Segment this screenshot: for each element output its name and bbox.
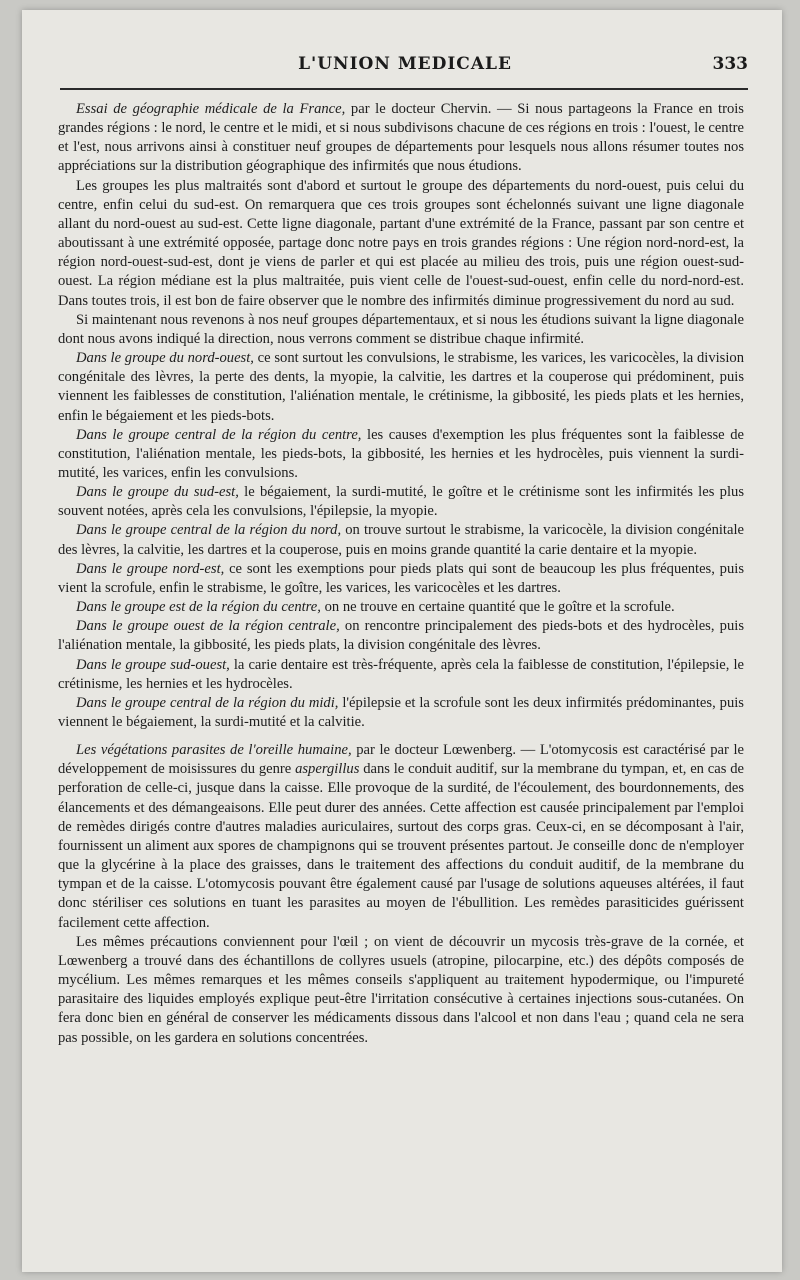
paragraph bbox=[58, 694, 744, 732]
group-heading: Dans le groupe central de la région du nord, bbox=[76, 522, 342, 539]
group-heading: Dans le groupe est de la région du centre, bbox=[76, 599, 321, 616]
group-heading: Dans le groupe du nord-ouest, bbox=[76, 350, 254, 367]
paragraph-text: on ne trouve en certaine quantité que le goître et la scrofule. bbox=[320, 599, 675, 616]
journal-page bbox=[22, 10, 782, 1272]
paragraph bbox=[58, 656, 744, 694]
paragraph bbox=[58, 177, 744, 311]
running-header bbox=[62, 54, 748, 88]
paragraph-text: le bégaiement, la surdi-mutité, le goître et le crétinisme sont les infirmités les plus souvent notées, après cela les convulsions, l'épilepsie, la myopie. bbox=[58, 484, 744, 520]
paragraph bbox=[58, 483, 744, 521]
group-heading: Dans le groupe central de la région du midi, bbox=[76, 694, 339, 711]
section-title: Les végétations parasites de l'oreille humaine, bbox=[76, 742, 352, 759]
section-geographie bbox=[58, 100, 744, 732]
paragraph-text: par le docteur Chervin. — Si nous partageons la France en trois grandes régions : le nord, le centre et le midi, et si nous subdivisons chacune de ces régions en trois : l'ouest, le centre et l'est, nous arrivons ainsi à constituer neuf groupes de départements pour lesquels nous allons résumer toutes nos appréciations sur la distribution géographique des infirmités que nous étudions. bbox=[58, 101, 744, 175]
group-heading: Dans le groupe ouest de la région centrale, bbox=[76, 618, 340, 635]
paragraph-text: on trouve surtout le strabisme, la varicocèle, la division congénitale des lèvres, la calvitie, les dartres et la couperose, puis en moins grande quantité la carie dentaire et la myopie. bbox=[58, 522, 744, 558]
paragraph-text: la carie dentaire est très-fréquente, après cela la faiblesse de constitution, l'épilepsie, le crétinisme, les hernies et les hydrocèles. bbox=[58, 656, 744, 692]
paragraph-text: on rencontre principalement des pieds-bots et des hydrocèles, puis l'aliénation mentale, la gibbosité, les pieds plats, la division congénitale des lèvres. bbox=[58, 618, 744, 654]
paragraph-text: ce sont les exemptions pour pieds plats qui sont de beaucoup les plus fréquentes, puis vient la scrofule, enfin le strabisme, le goître, les varices, les varicocèles et les dartres. bbox=[58, 560, 744, 596]
paragraph bbox=[58, 311, 744, 349]
journal-title: L'UNION MEDICALE bbox=[298, 54, 512, 74]
group-heading: Dans le groupe du sud-est, bbox=[76, 484, 239, 501]
section-otomycosis bbox=[58, 741, 744, 1048]
page-number: 333 bbox=[712, 54, 748, 74]
group-heading: Dans le groupe sud-ouest, bbox=[76, 656, 230, 673]
genus-name: aspergillus bbox=[295, 761, 360, 778]
group-heading: Dans le groupe central de la région du centre, bbox=[76, 426, 362, 443]
paragraph bbox=[58, 741, 744, 933]
paragraph-text: par le docteur Lœwenberg. — L'otomycosis est caractérisé par le développement de moisissures du genre bbox=[58, 742, 745, 778]
paragraph bbox=[58, 617, 744, 655]
paragraph bbox=[58, 426, 744, 483]
paragraph: Les mêmes précautions conviennent pour l'œil ; on vient de découvrir un mycosis très-grave de la cornée, et Lœwenberg a trouvé dans des échantillons de collyres usuels (atropine, pilocarpine, etc.) des dépôts composés de mycélium. Les mêmes remarques et les mêmes conseils s'appliquent au traitement hypodermique, ou l'impureté parasitaire des liquides employés explique peut-être l'irritation consécutive à certaines injections sous-cutanées. On fera donc bien en général de conserver les médicaments dissous dans l'alcool et non dans l'eau ; quand cela ne sera pas possible, on les gardera en solutions concentrées. bbox=[58, 933, 744, 1046]
paragraph-text: Les groupes les plus maltraités sont d'abord et surtout le groupe des départements du nord-ouest, puis celui du centre, enfin celui du sud-est. On remarquera que ces trois groupes sont échelonnés suivant une ligne diagonale allant du nord-ouest au sud-est. Cette ligne diagonale, partant d'une extrémité de la France, passant par son centre et aboutissant à une extrémité opposée, partage donc notre pays en trois grandes régions : Une région nord-nord-est, la région nord-ouest-sud-est, dont je viens de parler et qui est placée au milieu des trois, puis une région ouest-sud-ouest. La région médiane est la plus maltraitée, puis vient celle de l'ouest-sud-ouest, enfin celle du nord-nord-est. Dans toutes trois, il est bon de faire observer que le nombre des infirmités diminue progressivement du nord au sud. bbox=[58, 177, 744, 309]
paragraph bbox=[58, 560, 744, 598]
paragraph-text: ce sont surtout les convulsions, le strabisme, les varices, les varicocèles, la division congénitale des lèvres, la perte des dents, la myopie, la calvitie, les dartres et la couperose qui prédominent, puis viennent les faiblesses de constitution, l'aliénation mentale, le crétinisme, la gibbosité, les pieds plats et les hernies, enfin le bégaiement et les pieds-bots. bbox=[58, 350, 744, 424]
paragraph-text: dans le conduit auditif, sur la membrane du tympan, et, en cas de perforation de celle-ci, jusque dans la caisse. Elle provoque de la surdité, de l'écoulement, des bourdonnements, des élancements et des démangeaisons. Elle peut durer des années. Cette affection est causée principalement par l'emploi de remèdes dirigés contre d'autres maladies auriculaires, surtout des corps gras. Ceux-ci, en se décomposant à l'air, fournissent un aliment aux spores de champignons qui se trouvent présentes partout. Je conseille donc de n'employer que la glycérine à la place des graisses, dans le traitement des affections du conduit auditif, de la membrane du tympan et de la caisse. L'otomycosis pouvant être également causé par l'usage de solutions aqueuses altérées, il faut donc stériliser ces solutions en tuant les parasites au moyen de l'ébullition. Les remèdes parasiticides guérissent facilement cette affection. bbox=[58, 761, 744, 931]
paragraph-text: les causes d'exemption les plus fréquentes sont la faiblesse de constitution, l'aliénation mentale, les pieds-bots, la gibbosité, les hernies et les hydrocèles, puis viennent la surdi-mutité, les varices, enfin les convulsions. bbox=[58, 426, 744, 481]
header-rule bbox=[60, 88, 748, 90]
group-heading: Dans le groupe nord-est, bbox=[76, 560, 225, 577]
paragraph bbox=[58, 100, 744, 177]
paragraph-text: l'épilepsie et la scrofule sont les deux infirmités prédominantes, puis viennent le bégaiement, la surdi-mutité et la calvitie. bbox=[58, 694, 744, 730]
paragraph bbox=[58, 598, 744, 617]
paragraph bbox=[58, 349, 744, 426]
paragraph-text: Si maintenant nous revenons à nos neuf groupes départementaux, et si nous les étudions suivant la ligne diagonale dont nous avons indiqué la direction, nous verrons comment se distribue chaque infirmité. bbox=[58, 311, 744, 347]
paragraph bbox=[58, 521, 744, 559]
section-title: Essai de géographie médicale de la France, bbox=[76, 101, 346, 117]
article-body bbox=[58, 100, 744, 1048]
